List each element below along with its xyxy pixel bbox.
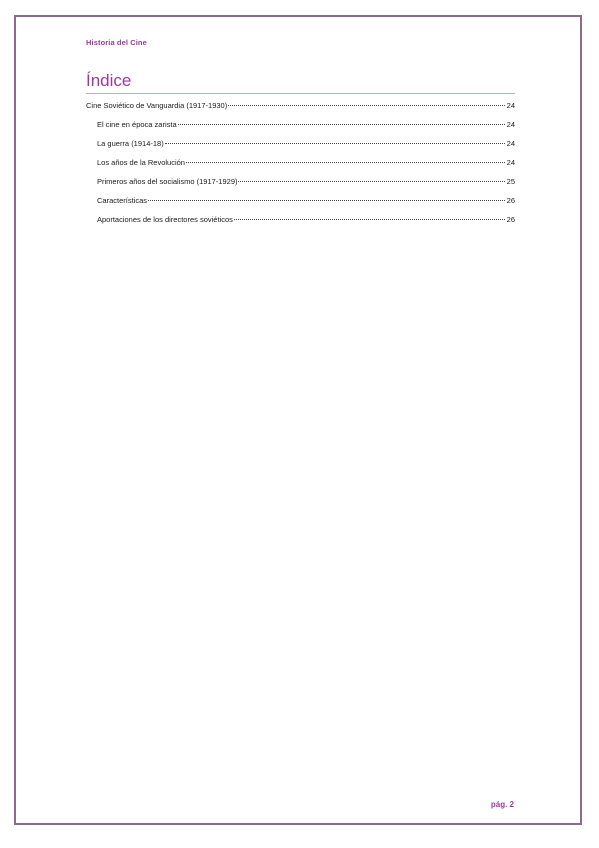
toc-entry-page: 24 <box>506 120 515 129</box>
toc-dot-leader <box>165 143 505 144</box>
toc-dot-leader <box>234 219 505 220</box>
toc-entry-page: 26 <box>506 215 515 224</box>
toc-dot-leader <box>148 200 505 201</box>
toc-dot-leader <box>178 124 505 125</box>
running-header: Historia del Cine <box>86 38 147 47</box>
toc-entry-page: 24 <box>506 158 515 167</box>
toc-entry-text: Aportaciones de los directores soviéticos <box>97 215 233 224</box>
toc-entry[interactable] <box>86 176 515 195</box>
toc-entry[interactable] <box>86 214 515 233</box>
toc-entry[interactable] <box>86 119 515 138</box>
toc-entry-text: Cine Soviético de Vanguardia (1917-1930) <box>86 101 228 110</box>
title-divider <box>86 93 515 94</box>
toc-entry-page: 25 <box>506 177 515 186</box>
toc-entry-page: 24 <box>506 139 515 148</box>
toc-dot-leader <box>186 162 505 163</box>
toc-entry-text: Primeros años del socialismo (1917-1929) <box>97 177 238 186</box>
toc-dot-leader <box>238 181 505 182</box>
toc-entry-text: Los años de la Revolución <box>97 158 185 167</box>
toc-entry[interactable] <box>86 138 515 157</box>
toc-entry-page: 24 <box>506 101 515 110</box>
page-number: pág. 2 <box>490 800 514 809</box>
toc-entry-text: Características <box>97 196 148 205</box>
toc-entry[interactable] <box>86 195 515 214</box>
toc-entry-text: La guerra (1914-18) <box>97 139 164 148</box>
toc-entry[interactable] <box>86 157 515 176</box>
toc-entry[interactable] <box>86 100 515 119</box>
toc-entry-page: 26 <box>506 196 515 205</box>
table-of-contents <box>86 100 515 233</box>
toc-entry-text: El cine en época zarista <box>97 120 177 129</box>
toc-title: Índice <box>86 71 132 90</box>
toc-dot-leader <box>228 105 505 106</box>
